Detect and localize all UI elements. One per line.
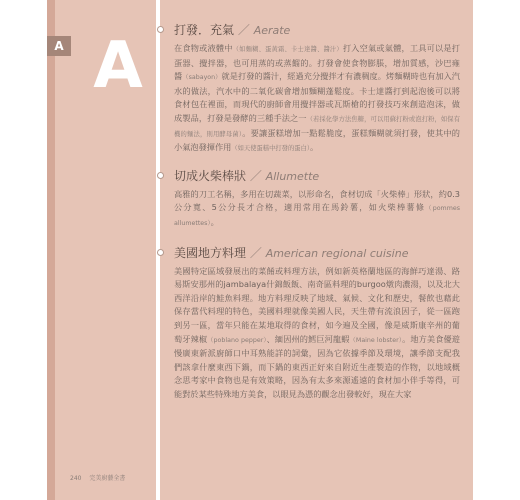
bullet-dot-icon [157, 26, 164, 33]
body-text: 打入空氣或氣體，工具可以是打蛋器、攪拌器，也可用蒸的或蒸餾的。打發會使食物膨脹，增加質感，沙巴雍醬 [174, 43, 460, 82]
bullet-dot-icon [157, 249, 164, 256]
body-text: 。地方美食優遊慢廣東新派廚師口中耳熟能詳的詞彙，因為它依據季節及環境，讓季節支配我們該拿什麼東西下鍋，而下鍋的東西正好來自附近生產製造的作物，以地域概念思考家中食物也是有效策略，因為有太多來源遙遠的食材加小伴手等得，可能對於某些特殊地方美食，以眼見為憑的觀念出發較好，現在大家 [174, 333, 460, 399]
entry-body [174, 188, 460, 231]
entry-american-regional-cuisine [160, 245, 460, 402]
inline-note: （poblano pepper） [207, 336, 267, 344]
body-text: 、緬因州的鱈巨河龍蝦 [266, 333, 350, 344]
section-tab: A [47, 36, 71, 56]
gutter-strip [47, 0, 55, 500]
entry-title: 美國地方料理 [174, 245, 247, 260]
body-text: 高雅的刀工名稱，多用在切蔬菜，以形命名，食材切成「火柴棒」形狀，約0.3公分寬、5公分長才合格，適用常用在馬鈴薯，如火柴棒薯條 [174, 188, 460, 213]
content-column [160, 22, 460, 401]
body-text: 就是打發的醬汁，經過充分攪拌才有濃稠度。烤麵糊時也有加入汽水的做法，汽水中的二氧化碳會增加麵糊蓬鬆度。卡士達醬打到起泡後可以將食材包在裡面，而現代的廚師會用攪拌器或瓦斯槍的打發技巧來創造泡沫，做成製品，打發是發酵的三種手法之一 [174, 71, 460, 123]
title-separator: ／ [249, 168, 262, 183]
body-text: 。要讓蛋糕增加一點鬆脆度，蛋糕麵糊就須打發，使其中的小氣泡發揮作用 [174, 127, 460, 153]
entry-title-english: Allumette [265, 169, 320, 183]
entry-body [174, 42, 460, 156]
entry-title: 切成火柴棒狀 [174, 168, 247, 183]
page-footer [70, 473, 125, 482]
inline-note: （Maine lobster） [349, 336, 403, 344]
inline-note: （sabayon） [182, 74, 222, 82]
book-title: 完美廚藝全書 [89, 475, 126, 482]
entry-allumette [160, 168, 460, 231]
inline-note: （若採化學方法焦糖，可以用蘇打粉或泡打粉，如保有機的麵法，則用酵母菌） [174, 115, 460, 138]
entry-title-english: Aerate [253, 24, 291, 37]
inline-note: （如麵糊、蛋黃霜、卡士達醬、醬汁） [232, 46, 343, 53]
entry-title-english: American regional cuisine [265, 246, 409, 260]
body-text: 在食物或液體中 [174, 43, 233, 53]
inline-note: （pommes allumettes） [174, 205, 460, 227]
body-text: 。 [210, 216, 219, 227]
bullet-dot-icon [157, 172, 164, 179]
page-number: 240 [70, 475, 82, 482]
entry-title: 打發．充氣 [174, 23, 235, 37]
inline-note: （如天使蛋糕中打發的蛋白） [231, 145, 311, 153]
big-section-letter: A [93, 29, 143, 103]
entry-heading [160, 168, 460, 185]
title-separator: ／ [237, 23, 250, 37]
title-separator: ／ [249, 245, 262, 260]
body-text: 美國特定區域發展出的菜餚或料理方法，例如新英格蘭地區的海鮮巧達湯、路易斯安那州的jambalaya什錦飯飯、南奇區料理的burgoo燉肉濃湯，以及北大西洋沿岸的鮭魚料理。地方料理反映了地域、氣候、文化和歷史，餐飲也藉此保存當代料理的特色，美國料理就像美國人民，天生帶有流浪因子，從一區跑到另一區，當年只能在某地取得的食材，如今遍及全國，像是威斯康辛州的葡萄牙辣椒 [174, 265, 460, 344]
entry-body [174, 265, 460, 402]
entry-heading [160, 22, 460, 39]
entry-aerate [160, 22, 460, 156]
body-text: 。 [310, 142, 319, 153]
entry-heading [160, 245, 460, 262]
